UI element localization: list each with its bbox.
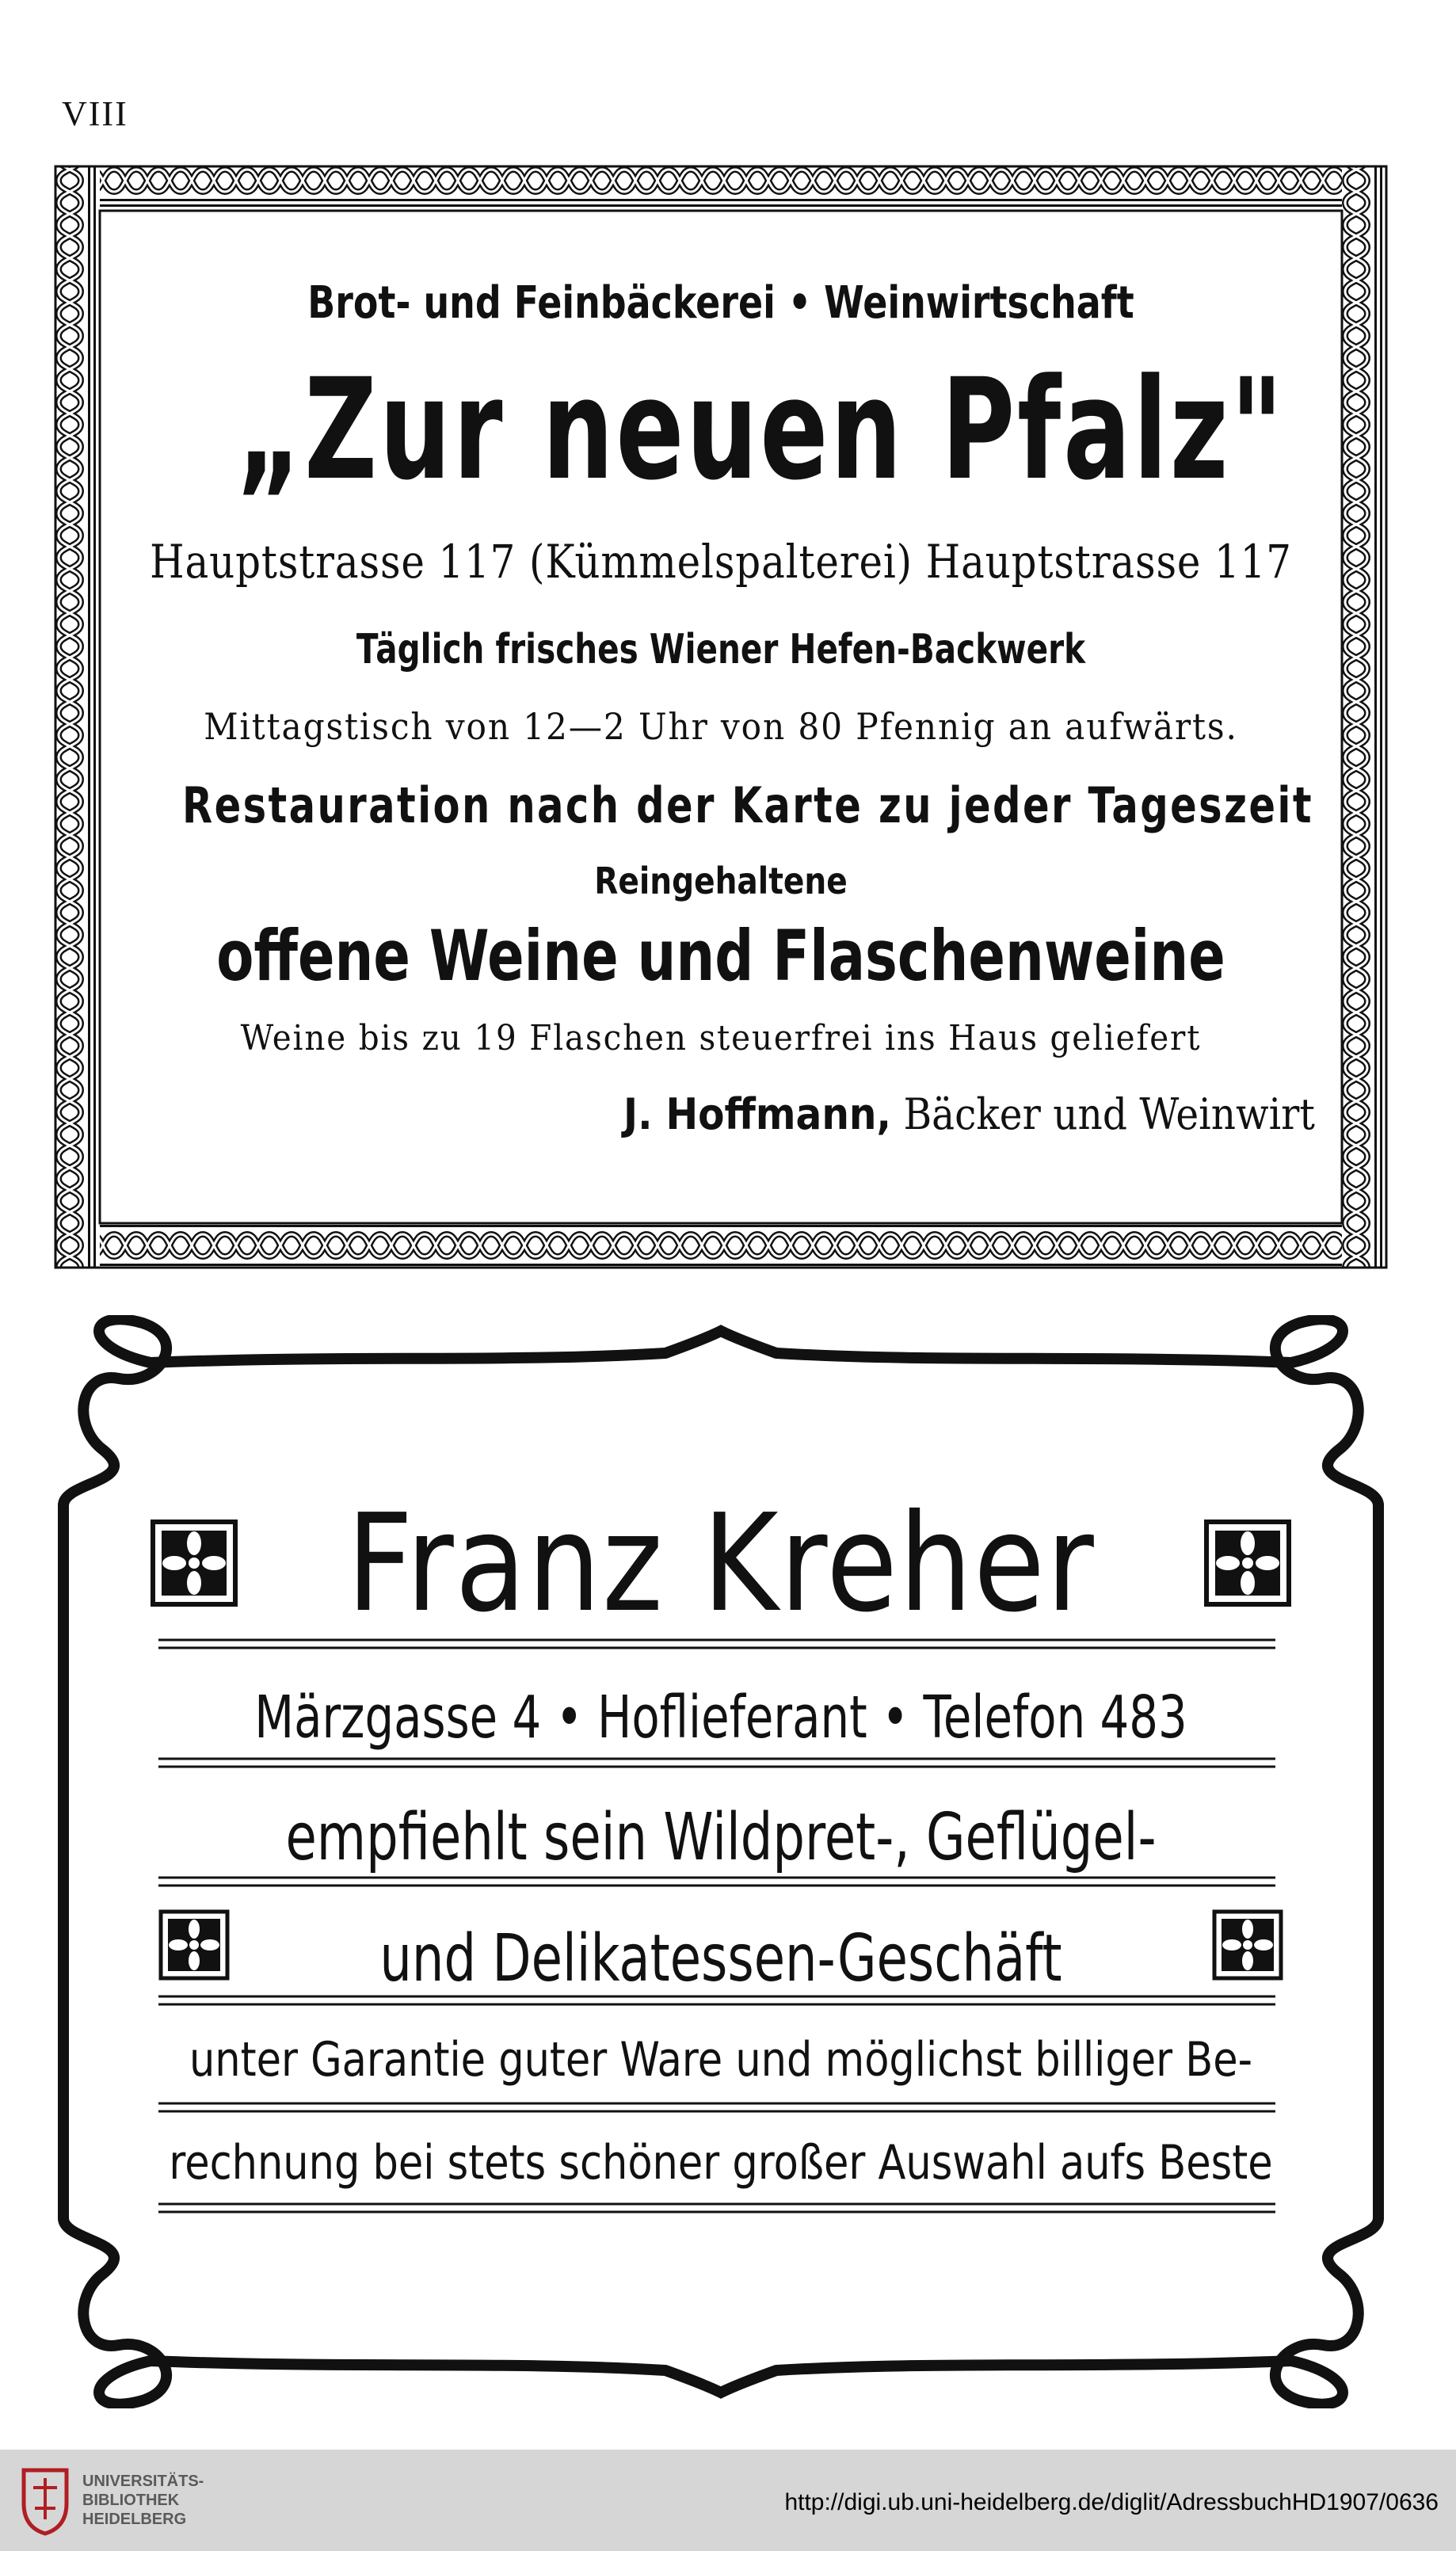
ad1-reingehaltene: Reingehaltene [594, 860, 848, 902]
ad1-business-name: „Zur neuen Pfalz" [236, 349, 1286, 511]
ad1-signature [623, 1089, 1315, 1139]
ad2-address-line: Märzgasse 4 • Hoflieferant • Telefon 483 [254, 1684, 1187, 1752]
ad2-offer-line: empfiehlt sein Wildpret-, Geflügel- [285, 1800, 1157, 1875]
ad1-signature-title: Bäcker und Weinwirt [903, 1089, 1315, 1139]
source-url-link[interactable]: http://digi.ub.uni-heidelberg.de/diglit/AdressbuchHD1907/0636 [784, 2489, 1439, 2515]
logo-line-1: UNIVERSITÄTS- [82, 2473, 204, 2490]
page-number: VIII [62, 94, 128, 133]
ad-zur-neuen-pfalz [48, 158, 1394, 1276]
ad1-daily-bakery: Täglich frisches Wiener Hefen-Backwerk [356, 626, 1086, 673]
ad2-guarantee-line: unter Garantie guter Ware und möglichst billiger Be- [189, 2032, 1253, 2088]
logo-line-2: BIBLIOTHEK [82, 2492, 180, 2509]
ad1-restauration: Restauration nach der Karte zu jeder Tageszeit [182, 776, 1313, 834]
ad-franz-kreher [32, 1315, 1410, 2408]
ad2-selection-line: rechnung bei stets schöner großer Auswahl aufs Beste [169, 2135, 1273, 2191]
ad1-delivery-note: Weine bis zu 19 Flaschen steuerfrei ins Haus geliefert [240, 1018, 1202, 1058]
ad1-address: Hauptstrasse 117 (Kümmelspalterei) Hauptstrasse 117 [150, 535, 1292, 589]
ad1-wines-headline: offene Weine und Flaschenweine [216, 915, 1225, 997]
ad1-business-type: Brot- und Feinbäckerei • Weinwirtschaft [307, 277, 1134, 329]
university-seal-icon [17, 2464, 73, 2537]
ad1-lunch-hours: Mittagstisch von 12—2 Uhr von 80 Pfennig an aufwärts. [204, 705, 1238, 748]
footer-bar [0, 2450, 1456, 2551]
library-logo-text [82, 2472, 204, 2529]
ad2-title: Franz Kreher [346, 1485, 1096, 1642]
ad1-signature-name: J. Hoffmann, [623, 1089, 892, 1139]
logo-line-3: HEIDELBERG [82, 2511, 187, 2528]
ad2-shop-line: und Delikatessen-Geschäft [379, 1921, 1062, 1996]
